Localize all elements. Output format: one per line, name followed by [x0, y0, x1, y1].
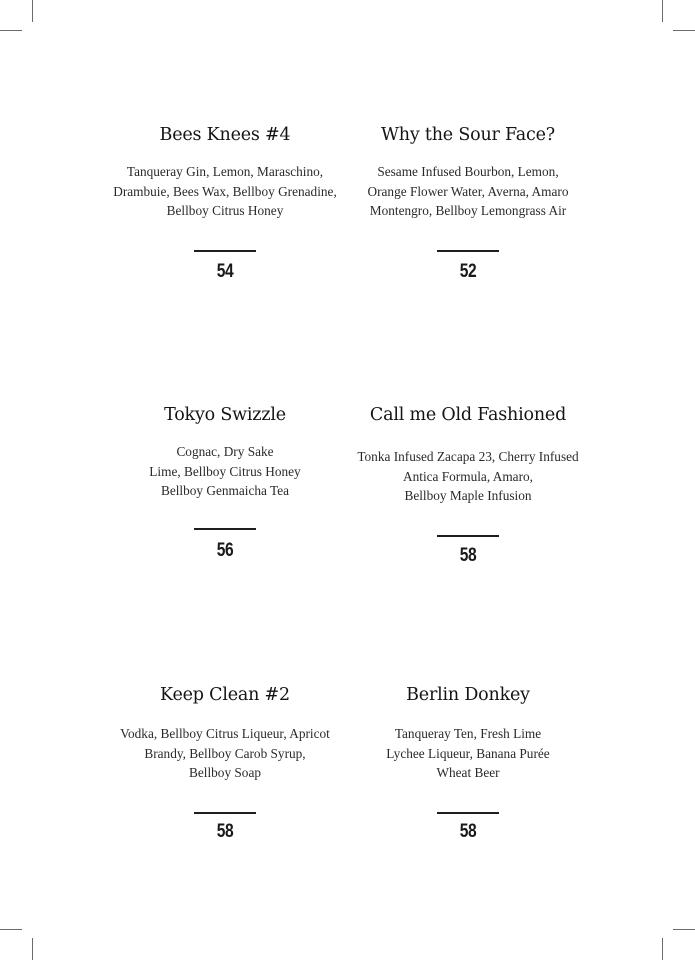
item-description-line: Vodka, Bellboy Citrus Liqueur, Apricot: [120, 726, 330, 741]
price-divider: [437, 535, 499, 537]
menu-item-bees-knees: [100, 124, 350, 282]
item-price: 52: [459, 261, 477, 282]
item-description-line: Bellboy Citrus Honey: [166, 203, 284, 219]
price-divider: [437, 812, 499, 814]
item-description-line: Bellboy Soap: [188, 765, 262, 781]
item-description-line: Bellboy Maple Infusion: [404, 488, 532, 504]
crop-mark-top-left-h: [0, 30, 22, 31]
item-name: Bees Knees #4: [159, 125, 291, 145]
crop-mark-top-right: [662, 0, 663, 22]
item-description-line: Lime, Bellboy Citrus Honey: [149, 463, 301, 479]
item-price: 56: [216, 540, 234, 561]
menu-item-call-me-old-fashioned: [343, 404, 593, 566]
item-price: 58: [459, 545, 477, 566]
item-price: 54: [216, 261, 234, 282]
item-description-line: Cognac, Dry Sake: [176, 444, 274, 459]
menu-item-keep-clean: [100, 684, 350, 842]
item-description-line: Lychee Liqueur, Banana Purée: [386, 745, 550, 761]
crop-mark-bottom-left: [32, 938, 33, 960]
item-name: Why the Sour Face?: [381, 125, 555, 145]
item-description-line: Tonka Infused Zacapa 23, Cherry Infused: [357, 449, 579, 464]
item-description-line: Wheat Beer: [436, 765, 500, 781]
price-divider: [437, 250, 499, 252]
item-description-line: Montengro, Bellboy Lemongrass Air: [369, 203, 567, 219]
item-description-line: Antica Formula, Amaro,: [403, 468, 533, 484]
item-name: Berlin Donkey: [406, 685, 530, 705]
menu-item-tokyo-swizzle: [100, 404, 350, 561]
crop-mark-top-left: [32, 0, 33, 22]
item-description-line: Drambuie, Bees Wax, Bellboy Grenadine,: [113, 183, 337, 199]
item-description-line: Sesame Infused Bourbon, Lemon,: [377, 164, 559, 179]
item-description-line: Tanqueray Ten, Fresh Lime: [394, 726, 542, 741]
item-name: Keep Clean #2: [160, 685, 290, 705]
crop-mark-bottom-right: [662, 938, 663, 960]
item-name: Tokyo Swizzle: [164, 405, 286, 425]
item-description-line: Tanqueray Gin, Lemon, Maraschino,: [126, 164, 324, 179]
item-description-line: Brandy, Bellboy Carob Syrup,: [144, 745, 306, 761]
price-divider: [194, 528, 256, 530]
menu-item-berlin-donkey: [343, 684, 593, 842]
menu-item-why-the-sour-face: [343, 124, 593, 282]
crop-mark-bottom-right-h: [673, 929, 695, 930]
price-divider: [194, 812, 256, 814]
crop-mark-bottom-left-h: [0, 929, 22, 930]
price-divider: [194, 250, 256, 252]
item-description-line: Bellboy Genmaicha Tea: [160, 483, 290, 499]
item-description-line: Orange Flower Water, Averna, Amaro: [367, 183, 569, 199]
item-price: 58: [459, 821, 477, 842]
item-name: Call me Old Fashioned: [369, 405, 567, 425]
crop-mark-top-right-h: [673, 30, 695, 31]
item-price: 58: [216, 821, 234, 842]
